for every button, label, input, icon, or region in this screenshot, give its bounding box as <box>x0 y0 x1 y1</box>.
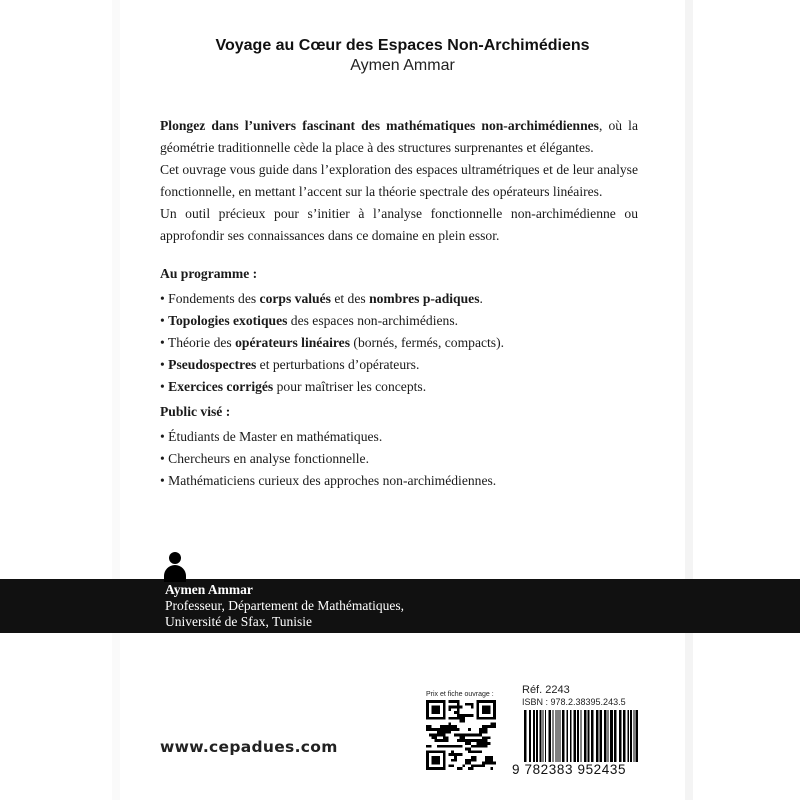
cover-right-edge <box>685 0 693 800</box>
description-paragraph-3: Un outil précieux pour s’initier à l’analyse fonctionnelle non-archimédienne ou approfondir ses connaissances dans ce domaine en plein essor. <box>160 206 638 243</box>
cover-left-edge <box>112 0 120 800</box>
book-author: Aymen Ammar <box>350 57 455 74</box>
programme-item: • Fondements des corps valués et des nombres p-adiques. <box>160 288 504 310</box>
public-list <box>160 426 496 492</box>
programme-heading: Au programme : <box>160 266 258 281</box>
author-bio-name: Aymen Ammar <box>165 582 253 597</box>
description <box>160 115 638 247</box>
barcode-icon <box>522 710 638 762</box>
description-paragraph-2: Cet ouvrage vous guide dans l’exploration des espaces ultramétriques et de leur analyse fonctionnelle, en mettant l’accent sur la théorie spectrale des opérateurs linéaires. <box>160 162 638 199</box>
qr-code-icon[interactable] <box>426 700 496 770</box>
reference-number: Réf. 2243 <box>522 684 570 696</box>
barcode-digits: 9 782383 952435 <box>512 762 627 777</box>
description-lead: Plongez dans l’univers fascinant des mathématiques non-archimédiennes <box>160 118 599 133</box>
public-heading: Public visé : <box>160 404 231 419</box>
author-bio-university: Université de Sfax, Tunisie <box>165 614 312 629</box>
public-item: • Mathématiciens curieux des approches non-archimédiennes. <box>160 470 496 492</box>
public-item: • Chercheurs en analyse fonctionnelle. <box>160 448 496 470</box>
isbn: ISBN : 978.2.38395.243.5 <box>522 697 626 707</box>
programme-item: • Théorie des opérateurs linéaires (bornés, fermés, compacts). <box>160 332 504 354</box>
qr-label: Prix et fiche ouvrage : <box>426 691 494 698</box>
programme-item: • Pseudospectres et perturbations d’opérateurs. <box>160 354 504 376</box>
book-title: Voyage au Cœur des Espaces Non-Archimédiens <box>215 37 590 54</box>
programme-item: • Exercices corrigés pour maîtriser les concepts. <box>160 376 504 398</box>
author-bio-affiliation: Professeur, Département de Mathématiques, <box>165 598 405 613</box>
programme-list <box>160 288 504 398</box>
publisher-website[interactable]: www.cepadues.com <box>160 738 338 756</box>
description-paragraph-1 <box>160 115 638 159</box>
public-item: • Étudiants de Master en mathématiques. <box>160 426 496 448</box>
description-lead-rest: , où la géométrie traditionnelle cède la place à des structures surprenantes et élégantes. <box>160 118 638 155</box>
person-icon <box>164 552 186 582</box>
programme-item: • Topologies exotiques des espaces non-archimédiens. <box>160 310 504 332</box>
